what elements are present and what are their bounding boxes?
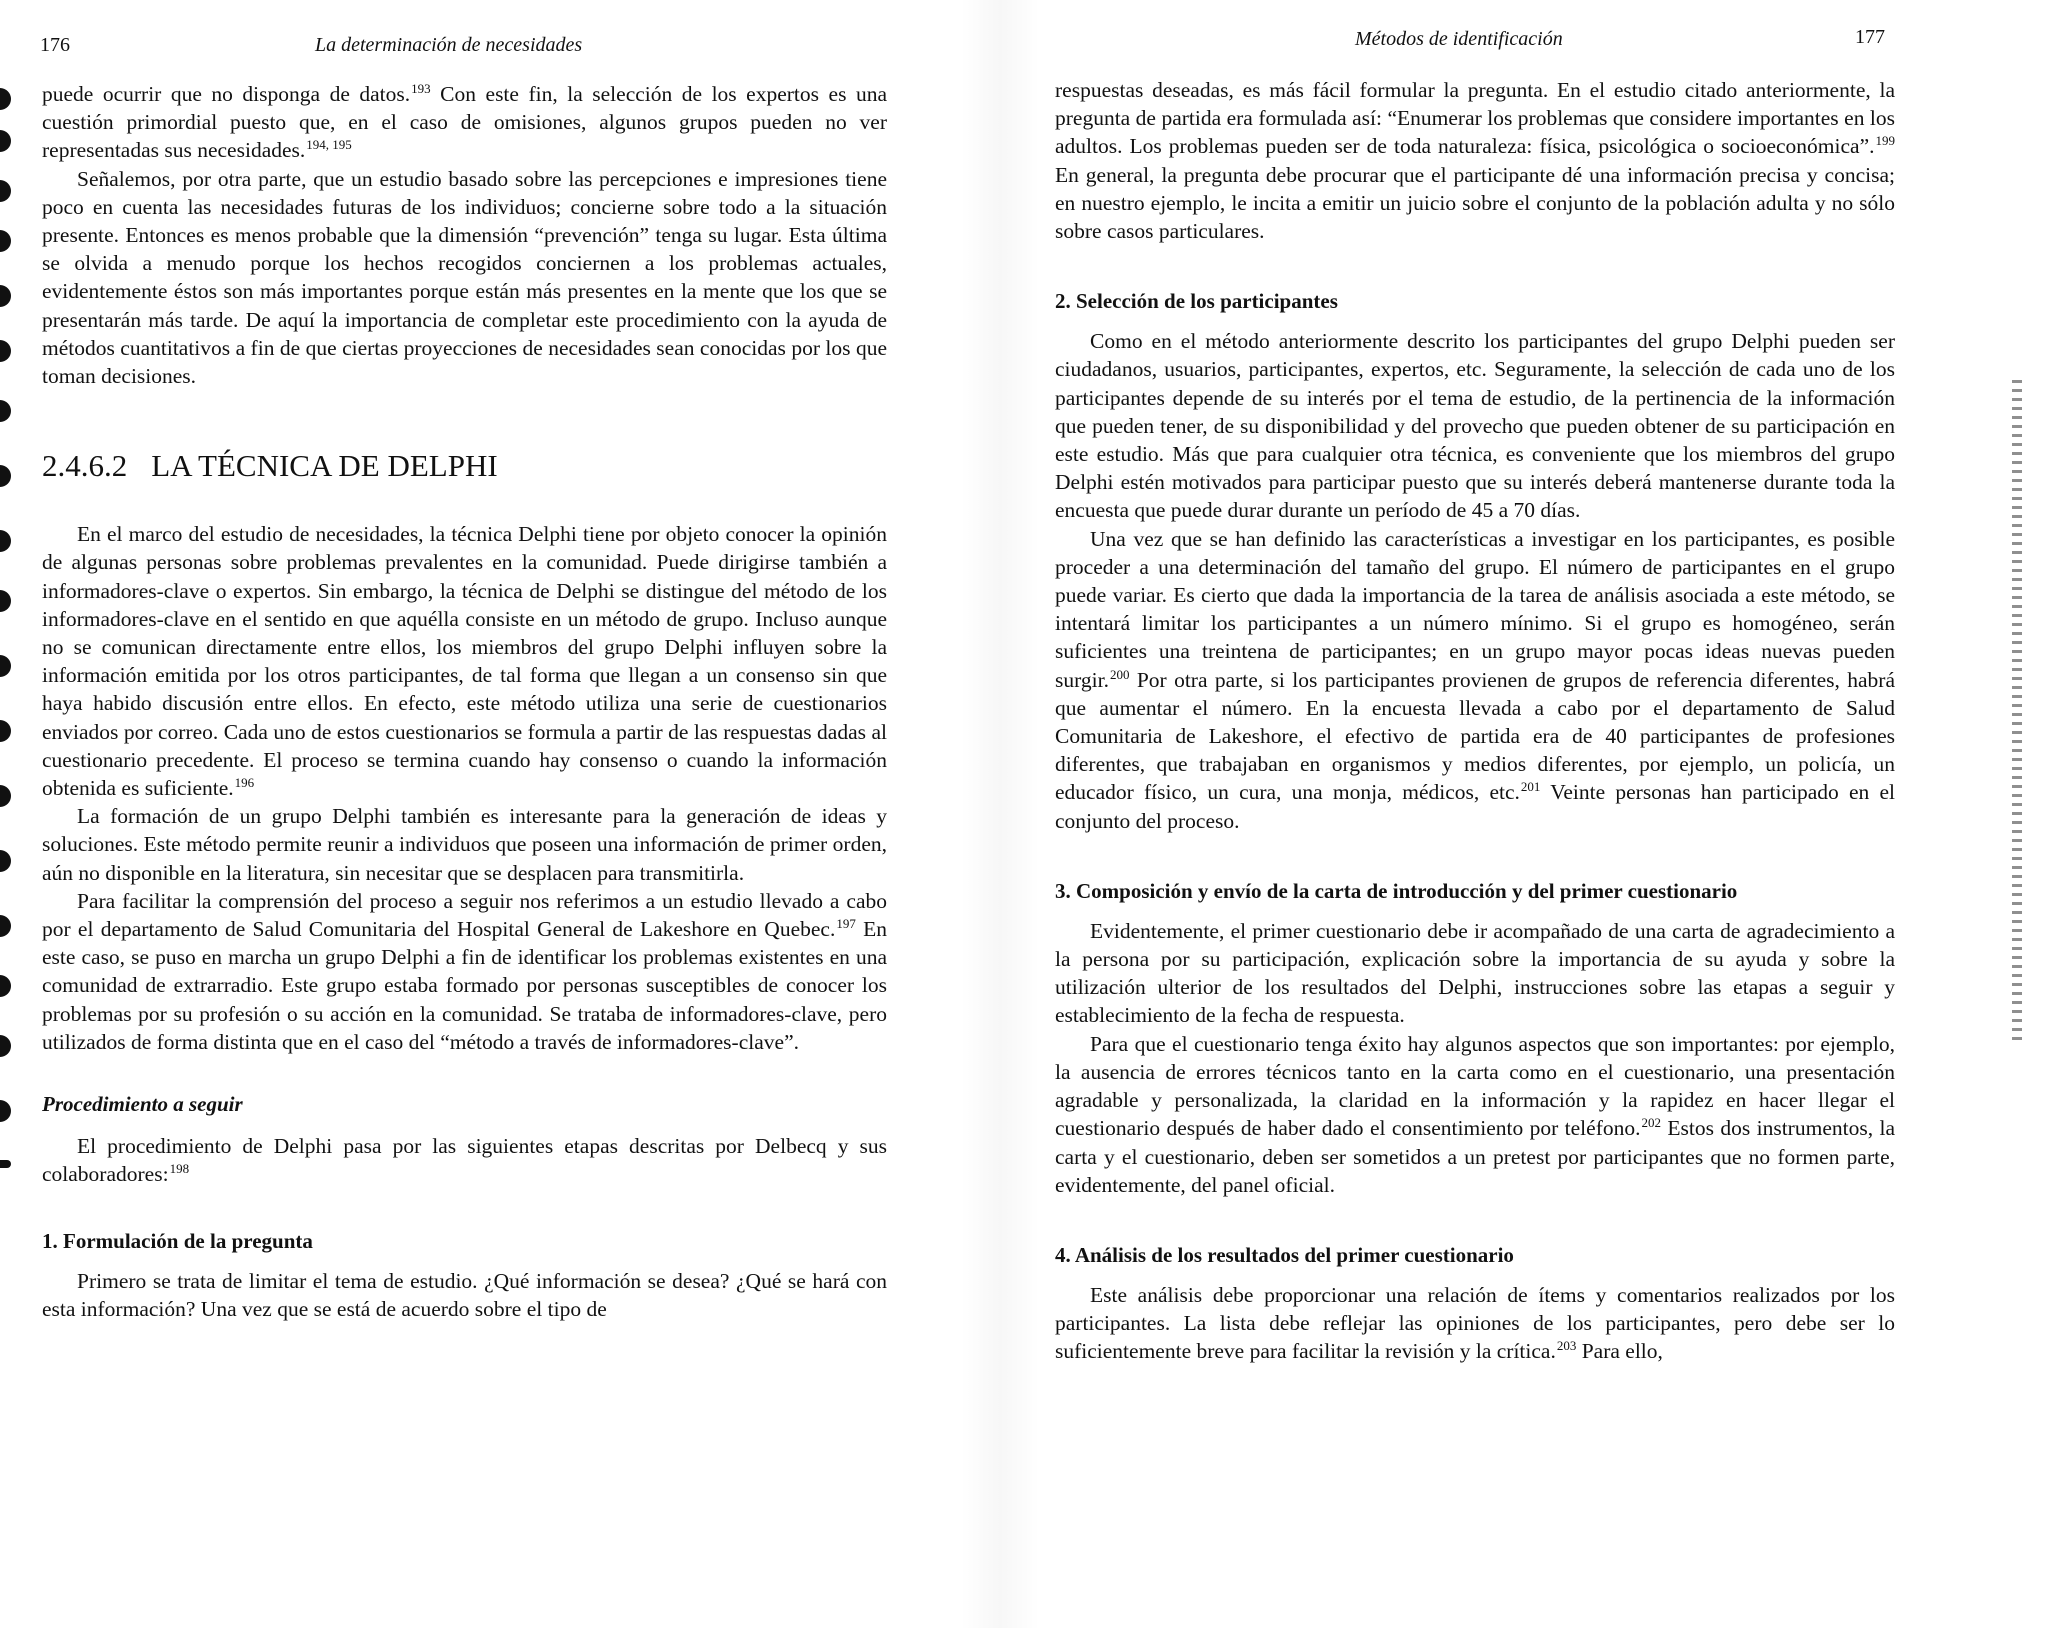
page-number: 176 — [40, 34, 70, 56]
paragraph: Para que el cuestionario tenga éxito hay algunos aspectos que son importantes: por ejemplo, la ausencia de errores técnicos tanto en la carta como en el cuestionario, una presentación agradable y personalizada, la claridad en la información y la rapidez en hacer llegar el cuestionario después de haber dado el consentimiento por teléfono.$^{202}$ Estos dos instrumentos, la carta y el cuestionario, deben ser sometidos a un pretest por participantes que no formen parte, evidentemente, del panel oficial. — [1055, 1031, 1895, 1197]
step-heading: 1. Formulación de la pregunta — [42, 1228, 313, 1253]
footnote-ref: 203 — [1556, 1338, 1577, 1354]
footnote-ref: 193 — [411, 81, 431, 96]
footnote-ref: 198 — [169, 1161, 190, 1177]
footnote-ref: 196 — [234, 775, 255, 791]
section-number: 2.4.6.2 — [42, 448, 128, 484]
paragraph: Señalemos, por otra parte, que un estudio basado sobre las percepciones e impresiones tiene poco en cuenta las necesidades futuras de los individuos; concierne sobre todo a la situación presente. Entonces es menos probable que la dimensión “prevención” tenga su lugar. Esta última se olvida a menudo porque los hechos recogidos conciernen a los problemas actuales, evidentemente éstos son más importantes porque están más presentes en la mente que los que se presentarán más tarde. De aquí la importancia de completar este procedimiento con la ayuda de métodos cuantitativos a fin de que ciertas proyecciones de necesidades sean conocidas por los que toman decisiones. — [42, 166, 887, 389]
paragraph: Este análisis debe proporcionar una relación de ítems y comentarios realizados por los participantes. La lista debe reflejar las opiniones de los participantes, pero debe ser lo suficientemente breve para facilitar la revisión y la crítica.$^{203}$ Para ello, — [1055, 1282, 1895, 1364]
running-head: La determinación de necesidades — [315, 34, 583, 56]
left-text-block — [42, 80, 887, 1323]
footnote-ref: 194, 195 — [306, 137, 352, 153]
paragraph: Una vez que se han definido las características a investigar en los participantes, es posible proceder a una determinación del tamaño del grupo. El número de participantes en el grupo puede variar. Es cierto que dada la importancia de la tarea de análisis asociada a este método, se intentará limitar los participantes a un número mínimo. Si el grupo es homogéneo, serán suficientes una treintena de participantes; en un grupo mayor pocas ideas nuevas pueden surgir.$^{200}$ Por otra parte, si los participantes provienen de grupos de referencia diferentes, habrá que aumentar el número. En la encuesta llevada a cabo por el departamento de Salud Comunitaria de Lakeshore, el efectivo de partida era de 40 participantes de profesiones diferentes, que trabajaban en organismos y medios diferentes, por ejemplo, un policía, un educador físico, un cura, una monja, médicos, etc.$^{201}$ Veinte personas han participado en el conjunto del proceso. — [1055, 526, 1896, 833]
section-heading — [42, 446, 887, 486]
footnote-ref: 197 — [836, 916, 856, 932]
right-text-block — [1055, 76, 1895, 1366]
right-page — [1000, 0, 2048, 1628]
paragraph: Primero se trata de limitar el tema de estudio. ¿Qué información se desea? ¿Qué se hará con esta información? Una vez que se está de acuerdo sobre el tipo de — [42, 1268, 887, 1321]
procedure-heading: Procedimiento a seguir — [42, 1092, 243, 1117]
left-page — [0, 0, 1000, 1628]
paragraph: El procedimiento de Delphi pasa por las siguientes etapas descritas por Delbecq y sus colaboradores:$^{198}$ — [42, 1134, 887, 1187]
paragraph: Para facilitar la comprensión del proceso a seguir nos referimos a un estudio llevado a cabo por el departamento de Salud Comunitaria del Hospital General de Lakeshore en Quebec.$^{197}$ En este caso, se puso en marcha un grupo Delphi a fin de identificar los problemas existentes en una comunidad de extrarradio. Este grupo estaba formado por personas susceptibles de conocer los problemas por su profesión o su acción en la comunidad. Se trataba de informadores-clave, pero utilizados de forma distinta que en el caso del “método a través de informadores-clave”. — [42, 888, 887, 1054]
section-title: LA TÉCNICA DE DELPHI — [151, 448, 498, 484]
paragraph: La formación de un grupo Delphi también es interesante para la generación de ideas y soluciones. Este método permite reunir a individuos que poseen una información de primer orden, aún no disponible en la literatura, sin necesitar que se desplacen para transmitirla. — [42, 804, 887, 885]
footnote-ref: 201 — [1520, 779, 1541, 795]
footnote-ref: 199 — [1875, 133, 1895, 149]
footnote-ref: 200 — [1109, 666, 1130, 682]
paragraph: respuestas deseadas, es más fácil formular la pregunta. En el estudio citado anteriormente, la pregunta de partida era formulada así: “Enumerar los problemas que considere importantes en los adultos. Los problemas pueden ser de toda naturaleza: física, psicológica o socioeconómica”.$^{199}$ En general, la pregunta debe procurar que el participante dé una información precisa y concisa; en nuestro ejemplo, le incita a emitir un juicio sobre el conjunto de la población adulta y no sólo sobre casos particulares. — [1055, 78, 1895, 244]
paragraph: Evidentemente, el primer cuestionario debe ir acompañado de una carta de agradecimiento a la persona por su participación, explicación sobre la importancia de su ayuda y sobre la utilización ulterior de los resultados del Delphi, instrucciones sobre las etapas a seguir y establecimiento de la fecha de respuesta. — [1055, 918, 1895, 1028]
paragraph: Como en el método anteriormente descrito los participantes del grupo Delphi pueden ser ciudadanos, usuarios, participantes, expertos, etc. Seguramente, la selección de cada uno de los participantes depende de su interés por el tema de estudio, de la pertinencia de la información que pueden tener, de su disponibilidad y del provecho que pueden obtener de su participación en este estudio. Más que para cualquier otra técnica, es conveniente que los miembros del grupo Delphi estén motivados para participar puesto que su interés deberá mantenerse durante toda la encuesta que puede durar durante un período de 45 a 70 días. — [1055, 329, 1895, 523]
step-heading: 2. Selección de los participantes — [1055, 289, 1338, 314]
running-head: Métodos de identificación — [1355, 28, 1563, 50]
paragraph: puede ocurrir que no disponga de datos.$^{193}$ Con este fin, la selección de los expertos es una cuestión primordial puesto que, en el caso de omisiones, algunos grupos pueden no ver representadas sus necesidades.$^{194, 195}$ — [42, 81, 887, 163]
page-number: 177 — [1855, 26, 1885, 48]
step-heading: 4. Análisis de los resultados del primer cuestionario — [1055, 1242, 1514, 1267]
step-heading: 3. Composición y envío de la carta de introducción y del primer cuestionario — [1055, 878, 1738, 903]
paragraph: En el marco del estudio de necesidades, la técnica Delphi tiene por objeto conocer la opinión de algunas personas sobre problemas prevalentes en la comunidad. Puede dirigirse también a informadores-clave o expertos. Sin embargo, la técnica de Delphi se distingue del método de los informadores-clave en el sentido en que aquélla consiste en un método de grupo. Incluso aunque no se comunican directamente entre ellos, los miembros del grupo Delphi influyen sobre la información emitida por los otros participantes, de tal forma que llegan a un consenso sin que haya habido discusión entre ellos. En efecto, este método utiliza una serie de cuestionarios enviados por correo. Cada uno de estos cuestionarios se formula a partir de las respuestas dadas al cuestionario precedente. El proceso se termina cuando hay consenso o cuando la información obtenida es suficiente.$^{196}$ — [42, 522, 887, 801]
footnote-ref: 202 — [1641, 1115, 1661, 1131]
